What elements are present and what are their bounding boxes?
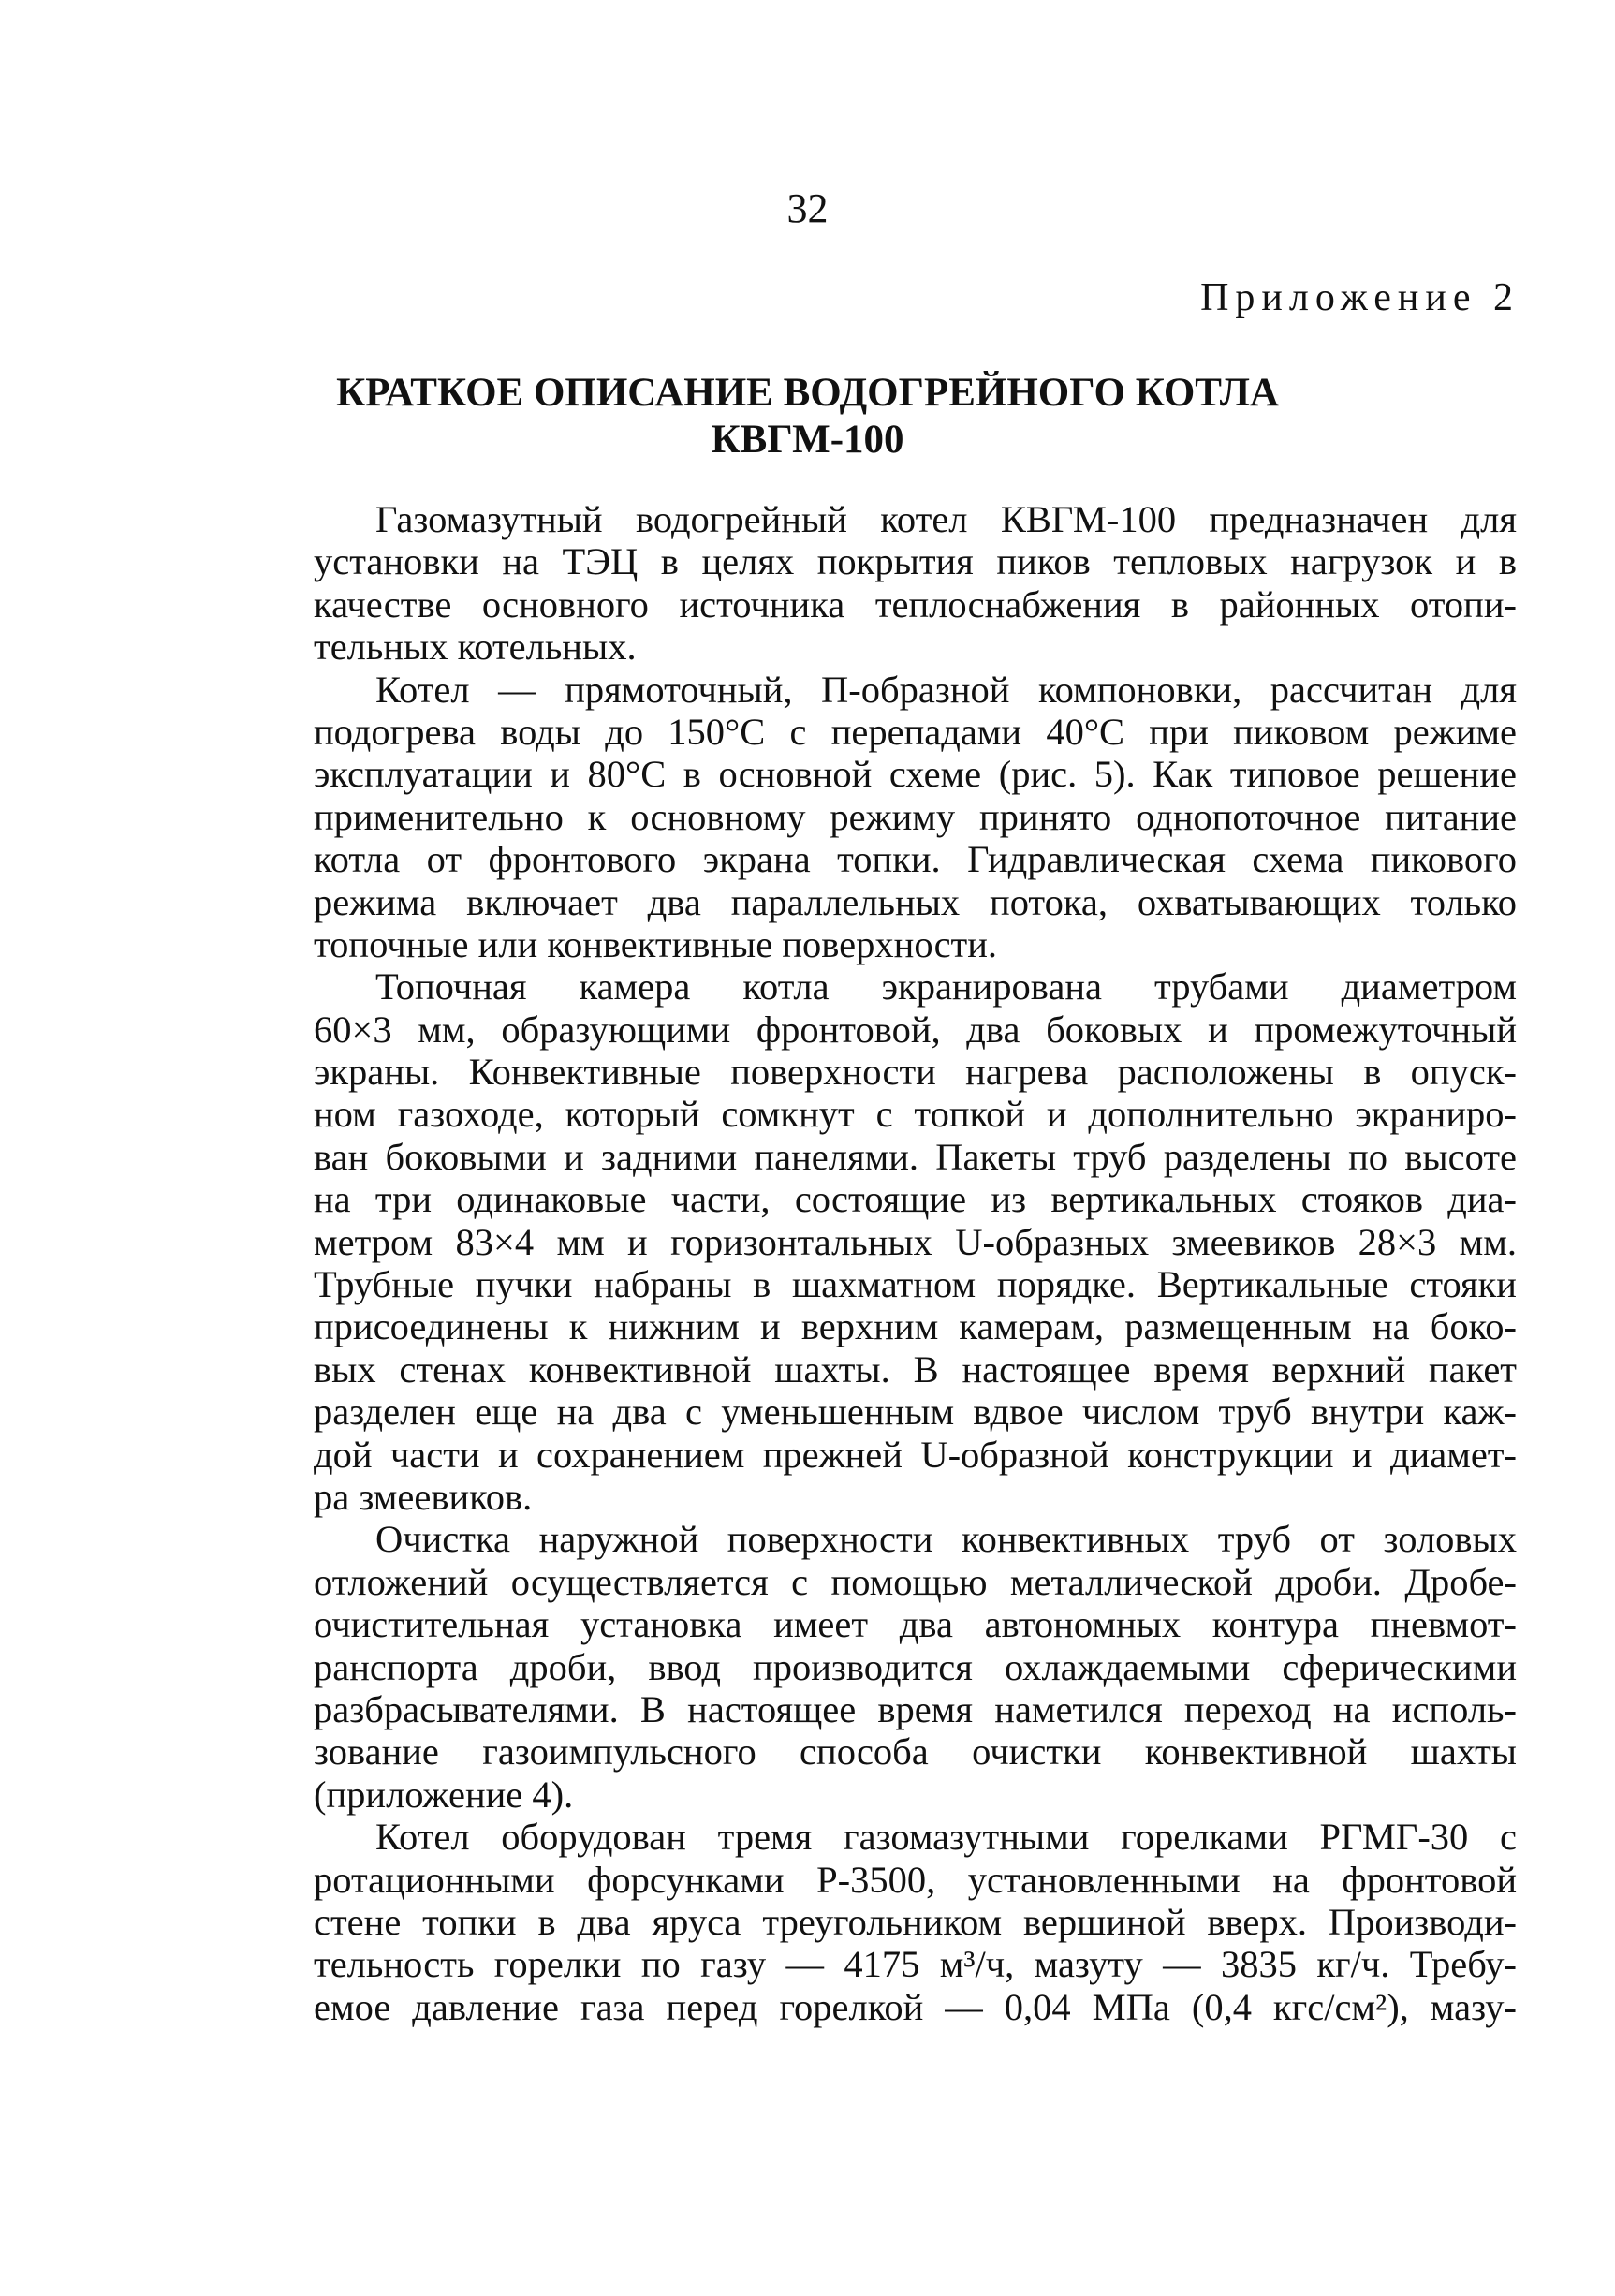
text-line: экраны. Конвективные поверхности нагрева расположены в опуск- — [314, 1051, 1517, 1094]
text-line: тельных котельных. — [314, 626, 637, 669]
body-text — [314, 498, 1517, 2028]
text-line: тельность горелки по газу — 4175 м³/ч, мазуту — 3835 кг/ч. Требу- — [314, 1943, 1517, 1986]
appendix-label: Приложение 2 — [1200, 276, 1520, 319]
text-line: вых стенах конвективной шахты. В настоящее время верхний пакет — [314, 1347, 1517, 1391]
text-line: Трубные пучки набраны в шахматном порядке. Вертикальные стояки — [314, 1263, 1517, 1306]
text-line: применительно к основному режиму принято однопоточное питание — [314, 795, 1517, 838]
text-line: топочные или конвективные поверхности. — [314, 922, 998, 965]
text-line: присоединены к нижним и верхним камерам, размещенным на боко- — [314, 1305, 1517, 1348]
title-line: КВГМ-100 — [711, 418, 904, 462]
text-line: эксплуатации и 80°С в основной схеме (рис. 5). Как типовое решение — [314, 753, 1517, 796]
text-line: ранспорта дроби, ввод производится охлаждаемыми сферическими — [314, 1645, 1517, 1688]
text-line: (приложение 4). — [314, 1773, 574, 1816]
page-number: 32 — [786, 185, 829, 231]
text-line: 60×3 мм, образующими фронтовой, два боковых и промежуточный — [314, 1008, 1517, 1051]
text-line: зование газоимпульсного способа очистки конвективной шахты — [314, 1730, 1517, 1774]
text-line: режима включает два параллельных потока, охватывающих только — [314, 880, 1517, 923]
text-line: установки на ТЭЦ в целях покрытия пиков тепловых нагрузок и в — [314, 540, 1517, 583]
text-line: отложений осуществляется с помощью металлической дроби. Дробе- — [314, 1560, 1517, 1603]
text-line: на три одинаковые части, состоящие из вертикальных стояков диа- — [314, 1178, 1517, 1221]
text-line: ра змеевиков. — [314, 1475, 533, 1518]
title-line: КРАТКОЕ ОПИСАНИЕ ВОДОГРЕЙНОГО КОТЛА — [336, 371, 1279, 415]
text-line: котла от фронтового экрана топки. Гидравлическая схема пикового — [314, 838, 1517, 881]
text-line: Топочная камера котла экранирована трубами диаметром — [375, 965, 1517, 1008]
text-line: Очистка наружной поверхности конвективных труб от золовых — [375, 1518, 1517, 1561]
document-title — [0, 370, 1615, 464]
text-line: емое давление газа перед горелкой — 0,04 МПа (0,4 кгс/см²), мазу- — [314, 1985, 1517, 2028]
text-line: Котел — прямоточный, П-образной компоновки, рассчитан для — [375, 668, 1517, 711]
text-line: стене топки в два яруса треугольником вершиной вверх. Производи- — [314, 1900, 1517, 1943]
text-line: разделен еще на два с уменьшенным вдвое числом труб внутри каж- — [314, 1391, 1517, 1434]
text-line: ном газоходе, который сомкнут с топкой и дополнительно экраниро- — [314, 1093, 1517, 1136]
text-line: качестве основного источника теплоснабжения в районных отопи- — [314, 582, 1517, 626]
text-line: ротационными форсунками Р-3500, установленными на фронтовой — [314, 1858, 1517, 1901]
text-line: дой части и сохранением прежней U-образной конструкции и диамет- — [314, 1433, 1517, 1476]
text-line: Котел оборудован тремя газомазутными горелками РГМГ-30 с — [375, 1816, 1517, 1859]
text-line: подогрева воды до 150°С с перепадами 40°С при пиковом режиме — [314, 710, 1517, 753]
text-line: метром 83×4 мм и горизонтальных U-образных змеевиков 28×3 мм. — [314, 1220, 1517, 1263]
text-line: ван боковыми и задними панелями. Пакеты труб разделены по высоте — [314, 1135, 1517, 1178]
text-line: Газомазутный водогрейный котел КВГМ-100 предназначен для — [375, 498, 1517, 540]
text-line: очистительная установка имеет два автономных контура пневмот- — [314, 1603, 1517, 1646]
text-line: разбрасывателями. В настоящее время наметился переход на исполь- — [314, 1687, 1517, 1730]
